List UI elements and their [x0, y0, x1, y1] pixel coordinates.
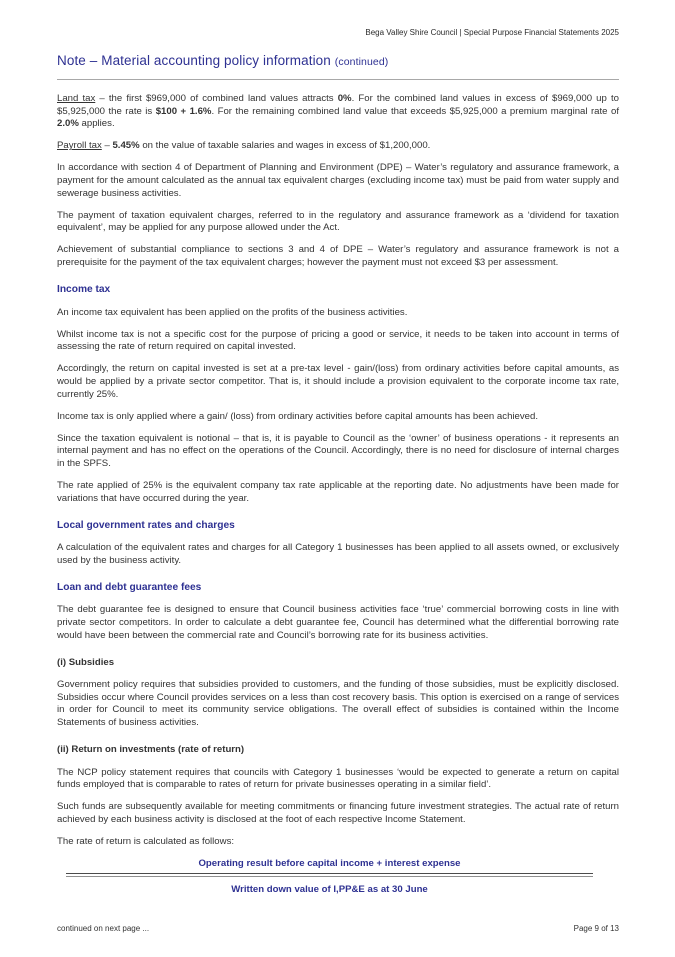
paragraph: In accordance with section 4 of Department of Planning and Environment (DPE) – Water’s regulatory and assurance framework, a payment for the amount calculated as the annual tax equivalent charges (excluding income tax) must be paid from water supply and sewerage business activities. — [57, 162, 619, 199]
document-content — [57, 93, 619, 895]
paragraph: The debt guarantee fee is designed to ensure that Council business activities face ‘true’ commercial borrowing costs in line with private sector competitors. In order to calculate a debt guarantee fee, Council has determined what the differential borrowing rate would have been between the commercial rate and Council’s borrowing rate for its business activities. — [57, 604, 619, 641]
paragraph: Accordingly, the return on capital invested is set at a pre-tax level - gain/(loss) from ordinary activities before capital amounts, as would be applied by a private sector competitor. That is, it should include a provision equivalent to the corporate income tax rate, currently 25%. — [57, 363, 619, 400]
page-number: Page 9 of 13 — [573, 924, 619, 933]
paragraph: The rate applied of 25% is the equivalent company tax rate applicable at the reporting date. No adjustments have been made for variations that have occurred during the year. — [57, 479, 619, 504]
paragraph: An income tax equivalent has been applied on the profits of the business activities. — [57, 306, 408, 318]
paragraph: The payment of taxation equivalent charges, referred to in the regulatory and assurance framework as a ‘dividend for taxation equivalent’, may be applied for any purpose allowed under the Act. — [57, 209, 619, 234]
paragraph: Payroll tax – 5.45% on the value of taxable salaries and wages in excess of $1,200,000. — [57, 140, 431, 152]
section-heading: Loan and debt guarantee fees — [57, 581, 202, 593]
fraction-line — [66, 873, 593, 877]
section-heading: Local government rates and charges — [57, 519, 235, 531]
paragraph: Achievement of substantial compliance to sections 3 and 4 of DPE – Water’s regulatory and assurance framework is not a prerequisite for the payment of the tax equivalent charges; however the payment must not exceed $3 per assessment. — [57, 244, 619, 268]
section-heading: Income tax — [57, 284, 111, 296]
page-title-main: Note – Material accounting policy information — [57, 53, 331, 68]
title-divider — [57, 79, 619, 80]
page-title-continued: (continued) — [334, 56, 389, 68]
paragraph: Government policy requires that subsidies provided to customers, and the funding of those subsidies, must be explicitly disclosed. Subsidies occur where Council provides services on a less than cost recovery basis. This option is exercised on a range of services in order for Council to meet its community service obligations. The overall effect of subsidies is contained within the Income Statements of business activities. — [57, 679, 619, 728]
formula-denominator: Written down value of I,PP&E as at 30 June — [231, 883, 428, 895]
paragraph: Income tax is only applied where a gain/ (loss) from ordinary activities before capital amounts has been achieved. — [57, 410, 539, 422]
subsection-heading: (i) Subsidies — [57, 656, 115, 668]
paragraph: Land tax – the first $969,000 of combined land values attracts 0%. For the combined land values in excess of $969,000 up to $5,925,000 the rate is $100 + 1.6%. For the remaining combined land value that exceeds $5,925,000 a premium marginal rate of 2.0% applies. — [57, 93, 619, 130]
paragraph: Such funds are subsequently available for meeting commitments or financing future investment strategies. The actual rate of return achieved by each business activity is disclosed at the foot of each respective Income Statement. — [57, 801, 619, 825]
paragraph: A calculation of the equivalent rates and charges for all Category 1 businesses has been applied to all assets owned, or exclusively used by the business activity. — [57, 542, 619, 566]
footer-continued-note: continued on next page ... — [57, 924, 150, 933]
running-header: Bega Valley Shire Council | Special Purpose Financial Statements 2025 — [365, 28, 619, 37]
rate-of-return-formula — [66, 858, 593, 895]
subsection-heading: (ii) Return on investments (rate of return) — [57, 744, 245, 755]
page-footer — [57, 924, 619, 933]
paragraph: Whilst income tax is not a specific cost for the purpose of pricing a good or service, it needs to be taken into account in terms of assessing the rate of return required on capital invested. — [57, 328, 619, 353]
formula-numerator: Operating result before capital income + interest expense — [198, 857, 461, 869]
paragraph: The NCP policy statement requires that councils with Category 1 businesses ‘would be expected to generate a return on capital funds employed that is comparable to rates of return for private businesses operating in a similar field’. — [57, 766, 619, 791]
page-title — [57, 53, 619, 68]
paragraph: Since the taxation equivalent is notional – that is, it is payable to Council as the ‘owner’ of business operations - it represents an internal payment and has no effect on the operations of the Council. Accordingly, there is no need for disclosure of internal charges in the SPFS. — [57, 432, 619, 469]
paragraph: The rate of return is calculated as follows: — [57, 835, 235, 847]
